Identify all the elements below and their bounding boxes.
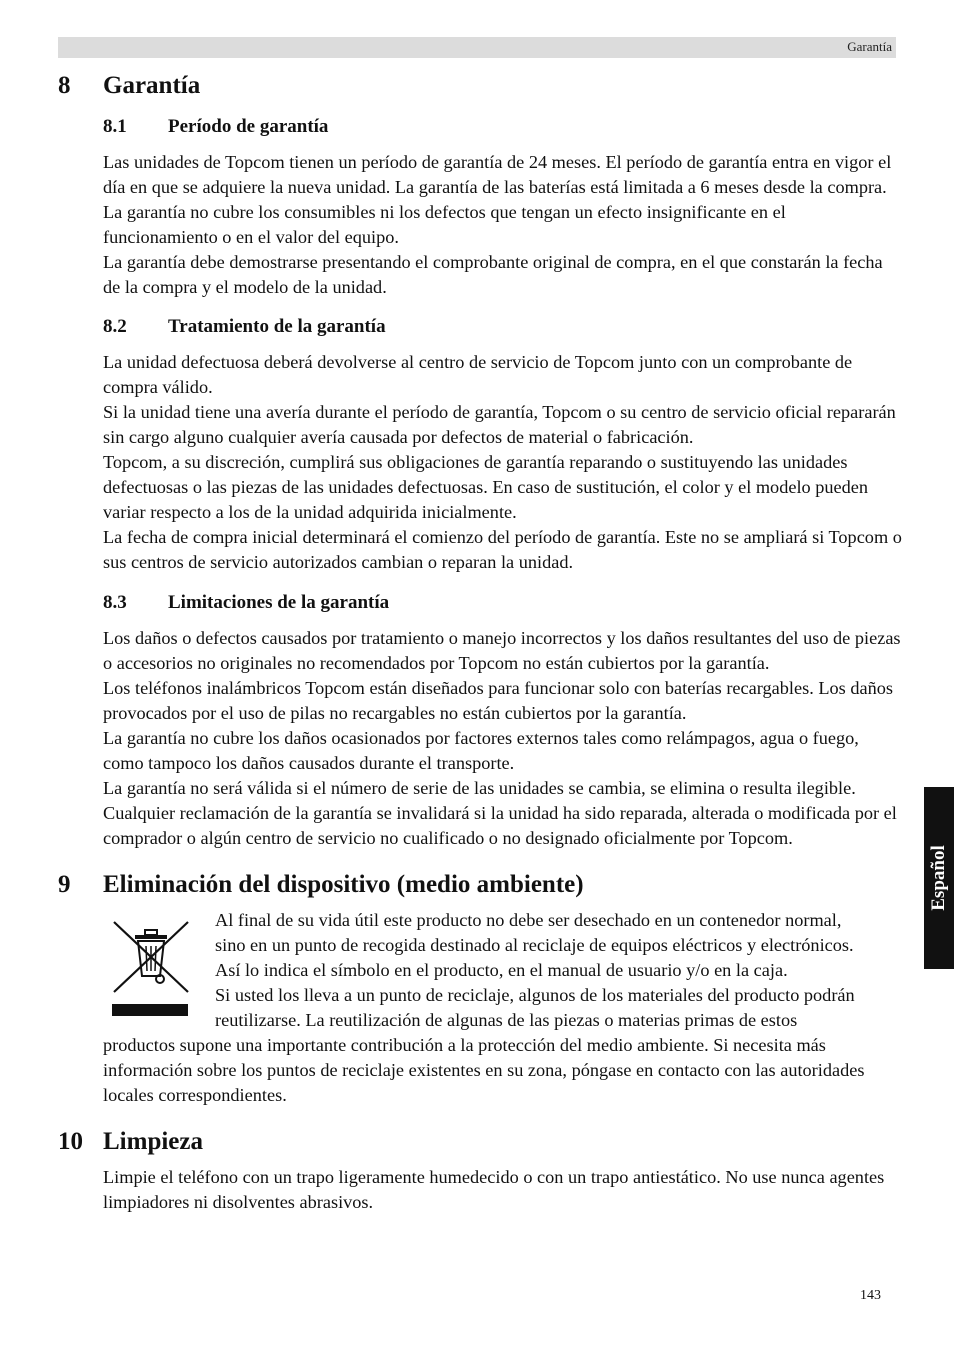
- line: Así lo indica el símbolo en el producto, en el manual de usuario y/o en la caja.: [215, 960, 788, 980]
- running-header-title: Garantía: [847, 39, 892, 54]
- paragraph: Limpie el teléfono con un trapo ligeramente humedecido o con un trapo antiestático. No use nunca agentes limpiadores ni disolventes abrasivos.: [103, 1167, 885, 1212]
- section-9-heading: [58, 871, 584, 899]
- paragraph: La unidad defectuosa deberá devolverse al centro de servicio de Topcom junto con un comprobante de compra válido.: [103, 352, 853, 397]
- subsection-number: 8.2: [103, 316, 127, 337]
- paragraph: productos supone una importante contribución a la protección del medio ambiente. Si necesita más información sobre los puntos de reciclaje existentes en su zona, póngase en contacto con las autoridades locales correspondientes.: [103, 1035, 865, 1105]
- section-title: Limpieza: [103, 1128, 203, 1155]
- paragraph: Los teléfonos inalámbricos Topcom están diseñados para funcionar solo con baterías recargables. Los daños provocados por el uso de pilas no recargables no están cubiertos por la garantía.: [103, 678, 893, 723]
- subsection-8-2-heading: [103, 316, 386, 338]
- section-number: 8: [58, 72, 71, 99]
- line: sino en un punto de recogida destinado al reciclaje de equipos eléctricos y electrónicos.: [215, 935, 854, 955]
- section-number: 10: [58, 1128, 83, 1155]
- paragraph: Los daños o defectos causados por tratamiento o manejo incorrectos y los daños resultantes del uso de piezas o accesorios no originales no recomendados por Topcom no están cubiertos por la garantía.: [103, 628, 901, 673]
- paragraph: Si la unidad tiene una avería durante el período de garantía, Topcom o su centro de servicio oficial repararán sin cargo alguno cualquier avería causada por defectos de material o fabricación.: [103, 402, 896, 447]
- section-number: 9: [58, 871, 71, 898]
- line: Si usted los lleva a un punto de reciclaje, algunos de los materiales del producto podrán: [215, 985, 855, 1005]
- paragraph: La fecha de compra inicial determinará el comienzo del período de garantía. Este no se ampliará si Topcom o sus centros de servicio autorizados cambian o reparan la unidad.: [103, 527, 902, 572]
- subsection-8-2-body: [103, 350, 903, 575]
- paragraph: Topcom, a su discreción, cumplirá sus obligaciones de garantía reparando o sustituyendo las unidades defectuosas o las piezas de las unidades defectuosas. En caso de sustitución, el color y el modelo pueden variar respecto a los de la unidad adquirida inicialmente.: [103, 452, 869, 522]
- subsection-title: Limitaciones de la garantía: [168, 592, 390, 613]
- subsection-number: 8.1: [103, 116, 127, 137]
- subsection-8-1-heading: [103, 116, 328, 138]
- section-10-body: [103, 1165, 903, 1215]
- subsection-8-1-body: [103, 150, 903, 300]
- page-number: 143: [860, 1288, 881, 1303]
- line: Al final de su vida útil este producto no debe ser desechado en un contenedor normal,: [215, 910, 842, 930]
- subsection-title: Período de garantía: [168, 116, 329, 137]
- section-9-body-wrapped: [215, 908, 905, 1033]
- subsection-title: Tratamiento de la garantía: [168, 316, 386, 337]
- paragraph: La garantía no cubre los daños ocasionados por factores externos tales como relámpagos, agua o fuego, como tampoco los daños causados durante el transporte.: [103, 728, 859, 773]
- language-label: Español: [928, 845, 949, 911]
- subsection-number: 8.3: [103, 592, 127, 613]
- paragraph: La garantía debe demostrarse presentando el comprobante original de compra, en el que constarán la fecha de la compra y el modelo de la unidad.: [103, 252, 883, 297]
- subsection-8-3-heading: [103, 592, 389, 614]
- section-10-heading: [58, 1128, 203, 1156]
- running-header: [58, 37, 896, 58]
- crossed-out-wheelie-bin-icon: [108, 916, 194, 1020]
- section-9-body-continuation: [103, 1033, 903, 1108]
- section-8-heading: [58, 72, 200, 100]
- language-side-tab: [924, 787, 954, 969]
- line: reutilizarse. La reutilización de algunas de las piezas o materias primas de estos: [215, 1010, 798, 1030]
- paragraph: La garantía no será válida si el número de serie de las unidades se cambia, se elimina o resulta ilegible. Cualquier reclamación de la garantía se invalidará si la unidad ha sido reparada, alterada o modificada por el comprador o algún centro de servicio no cualificado o no designado oficialmente por Topcom.: [103, 778, 897, 848]
- section-title: Garantía: [103, 72, 201, 99]
- subsection-8-3-body: [103, 626, 903, 851]
- section-title: Eliminación del dispositivo (medio ambiente): [103, 871, 584, 898]
- paragraph: Las unidades de Topcom tienen un período de garantía de 24 meses. El período de garantía entra en vigor el día en que se adquiere la nueva unidad. La garantía de las baterías está limitada a 6 meses desde la compra. La garantía no cubre los consumibles ni los defectos que tengan un efecto insignificante en el funcionamiento o en el valor del equipo.: [103, 152, 892, 247]
